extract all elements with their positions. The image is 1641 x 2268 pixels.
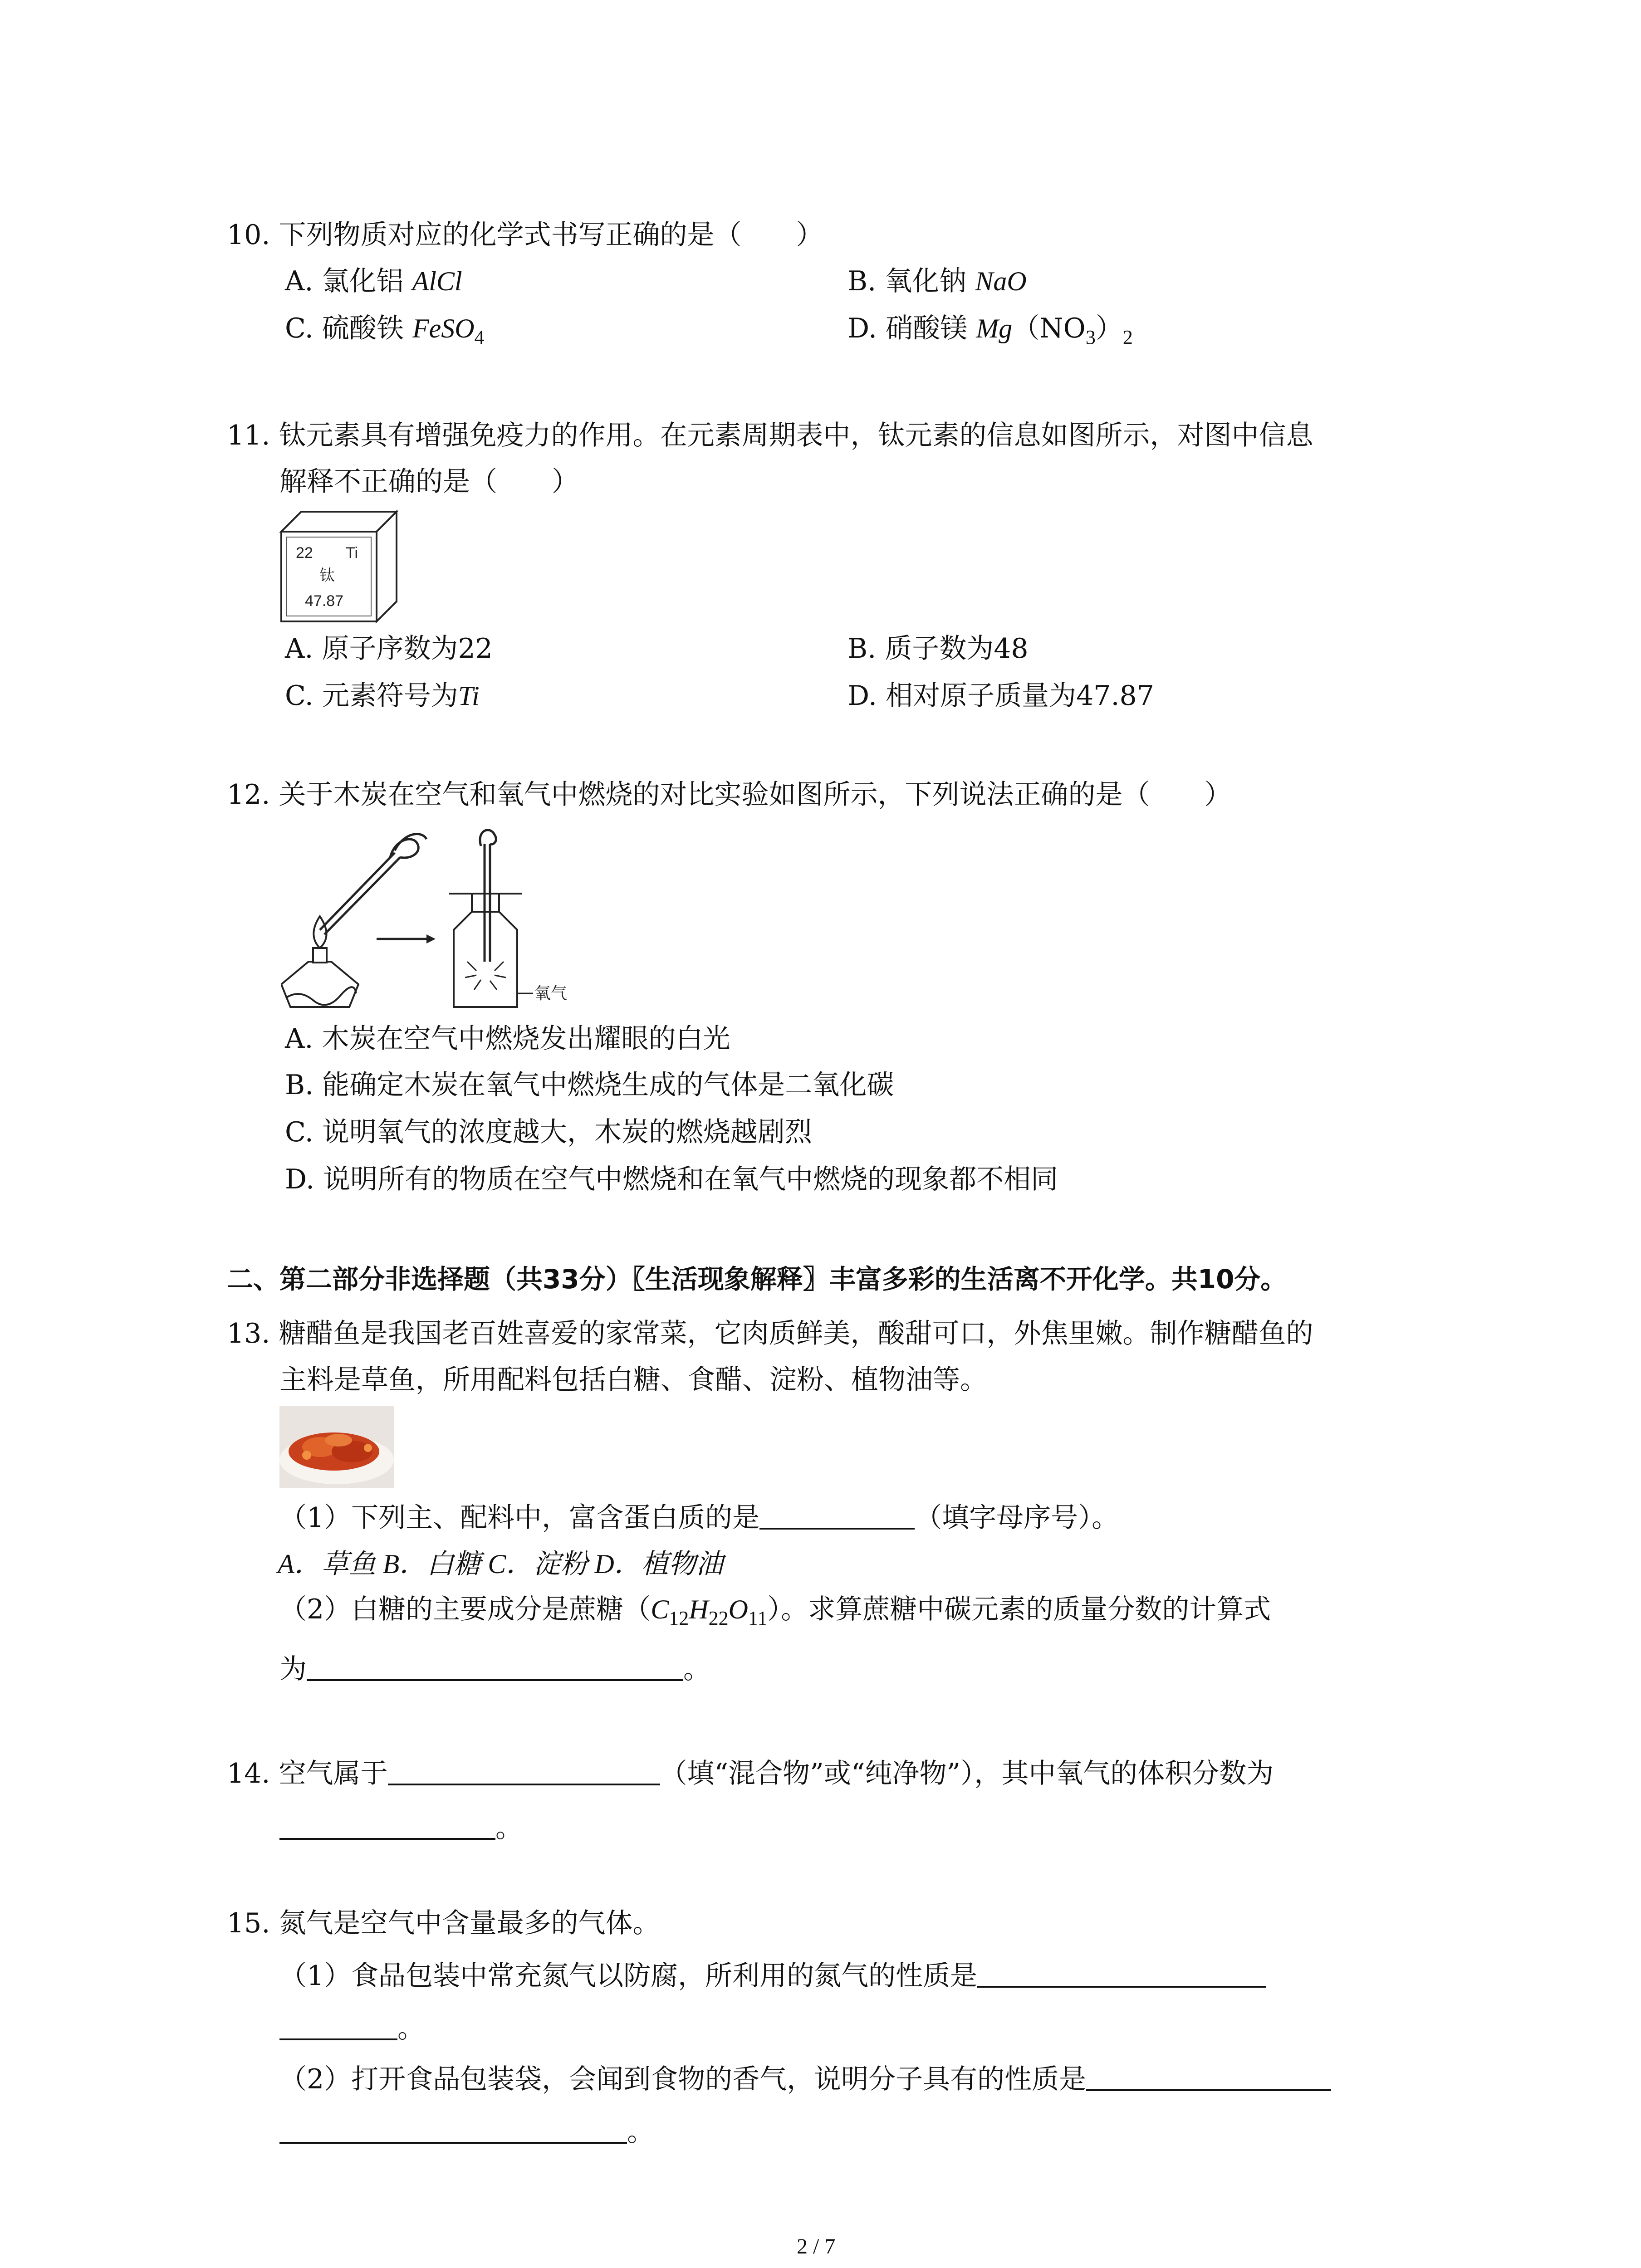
q11-option-c: C. 元素符号为Ti — [285, 680, 480, 712]
q10-option-c: C. 硫酸铁 FeSO$_4$ — [285, 313, 485, 348]
q12-stem: 12. 关于木炭在空气和氧气中燃烧的对比实验如图所示，下列说法正确的是（ ） — [227, 779, 1232, 811]
q15-part2: （2）打开食品包装袋，会闻到食物的香气，说明分子具有的性质是 — [279, 2061, 1331, 2097]
q15-stem: 15. 氮气是空气中含量最多的气体。 — [227, 1907, 660, 1939]
oxygen-label: 氧气 — [534, 984, 568, 1003]
q14-stem: 14. 空气属于 （填“混合物”或“纯净物”），其中氧气的体积分数为 — [227, 1755, 1274, 1792]
cell-mass: 47.87 — [305, 592, 344, 610]
q10-option-b: B. 氧化钠 NaO — [847, 265, 1027, 297]
q15-part1: （1）食品包装中常充氮气以防腐，所利用的氮气的性质是 — [279, 1958, 1266, 1994]
q11-option-a: A. 原子序数为22 — [285, 633, 493, 665]
q10-stem: 10. 下列物质对应的化学式书写正确的是（ ） — [227, 219, 823, 251]
q15-part1-cont: 。 — [279, 2010, 425, 2047]
q14-blank-2[interactable] — [279, 1811, 495, 1840]
q15-part2-blank-a[interactable] — [1086, 2062, 1331, 2091]
q13-part2-blank[interactable] — [307, 1652, 683, 1681]
cell-name: 钛 — [319, 567, 335, 585]
q12-option-b: B. 能确定木炭在氧气中燃烧生成的气体是二氧化碳 — [285, 1069, 894, 1101]
sweet-sour-fish-photo — [279, 1406, 394, 1488]
q10-option-a: A. 氯化铝 AlCl — [285, 265, 462, 297]
q11-stem-line1: 11. 钛元素具有增强免疫力的作用。在元素周期表中，钛元素的信息如图所示，对图中信息 — [227, 420, 1313, 451]
cell-symbol: Ti — [346, 544, 358, 562]
q11-option-d: D. 相对原子质量为47.87 — [847, 680, 1154, 712]
page-number: 2 / 7 — [797, 2234, 836, 2258]
cell-number: 22 — [296, 544, 313, 562]
q11-stem-line2: 解释不正确的是（ ） — [279, 466, 579, 498]
q12-option-c: C. 说明氧气的浓度越大，木炭的燃烧越剧烈 — [285, 1116, 812, 1148]
q13-part1-blank[interactable] — [759, 1501, 915, 1530]
q12-option-a: A. 木炭在空气中燃烧发出耀眼的白光 — [285, 1023, 730, 1055]
section-2-heading: 二、第二部分非选择题（共33分）〖生活现象解释〗丰富多彩的生活离不开化学。共10分。 — [227, 1264, 1287, 1295]
q13-stem-line1: 13. 糖醋鱼是我国老百姓喜爱的家常菜，它肉质鲜美，酸甜可口，外焦里嫩。制作糖醋鱼的 — [227, 1318, 1313, 1349]
periodic-cell-figure — [278, 508, 400, 626]
q13-choices: A．草鱼 B．白糖 C．淀粉 D．植物油 — [278, 1549, 723, 1579]
q15-part1-blank-b[interactable] — [279, 2011, 397, 2040]
tongs-icon — [320, 834, 426, 934]
q10-option-d: D. 硝酸镁 $Mg(NO_3)_2$ — [847, 313, 1133, 348]
q14-blank-1[interactable] — [388, 1756, 660, 1785]
q15-part1-blank-a[interactable] — [977, 1959, 1266, 1988]
q13-part2-answer: 为 。 — [279, 1651, 710, 1687]
q14-line2: 。 — [279, 1810, 523, 1846]
q13-stem-line2: 主料是草鱼，所用配料包括白糖、食醋、淀粉、植物油等。 — [279, 1364, 987, 1396]
q11-option-b: B. 质子数为48 — [847, 633, 1029, 665]
q13-part2: （2）白糖的主要成分是蔗糖$(C_{12}H_{22}O_{11})$。求算蔗糖中碳元素的质量分数的计算式 — [279, 1593, 1271, 1629]
q13-part1: （1）下列主、配料中，富含蛋白质的是 （填字母序号）。 — [279, 1500, 1119, 1536]
q15-part2-blank-b[interactable] — [279, 2115, 627, 2144]
q15-part2-cont: 。 — [279, 2114, 654, 2150]
q12-option-d: D. 说明所有的物质在空气中燃烧和在氧气中燃烧的现象都不相同 — [285, 1163, 1058, 1195]
charcoal-experiment-figure — [281, 826, 599, 1016]
